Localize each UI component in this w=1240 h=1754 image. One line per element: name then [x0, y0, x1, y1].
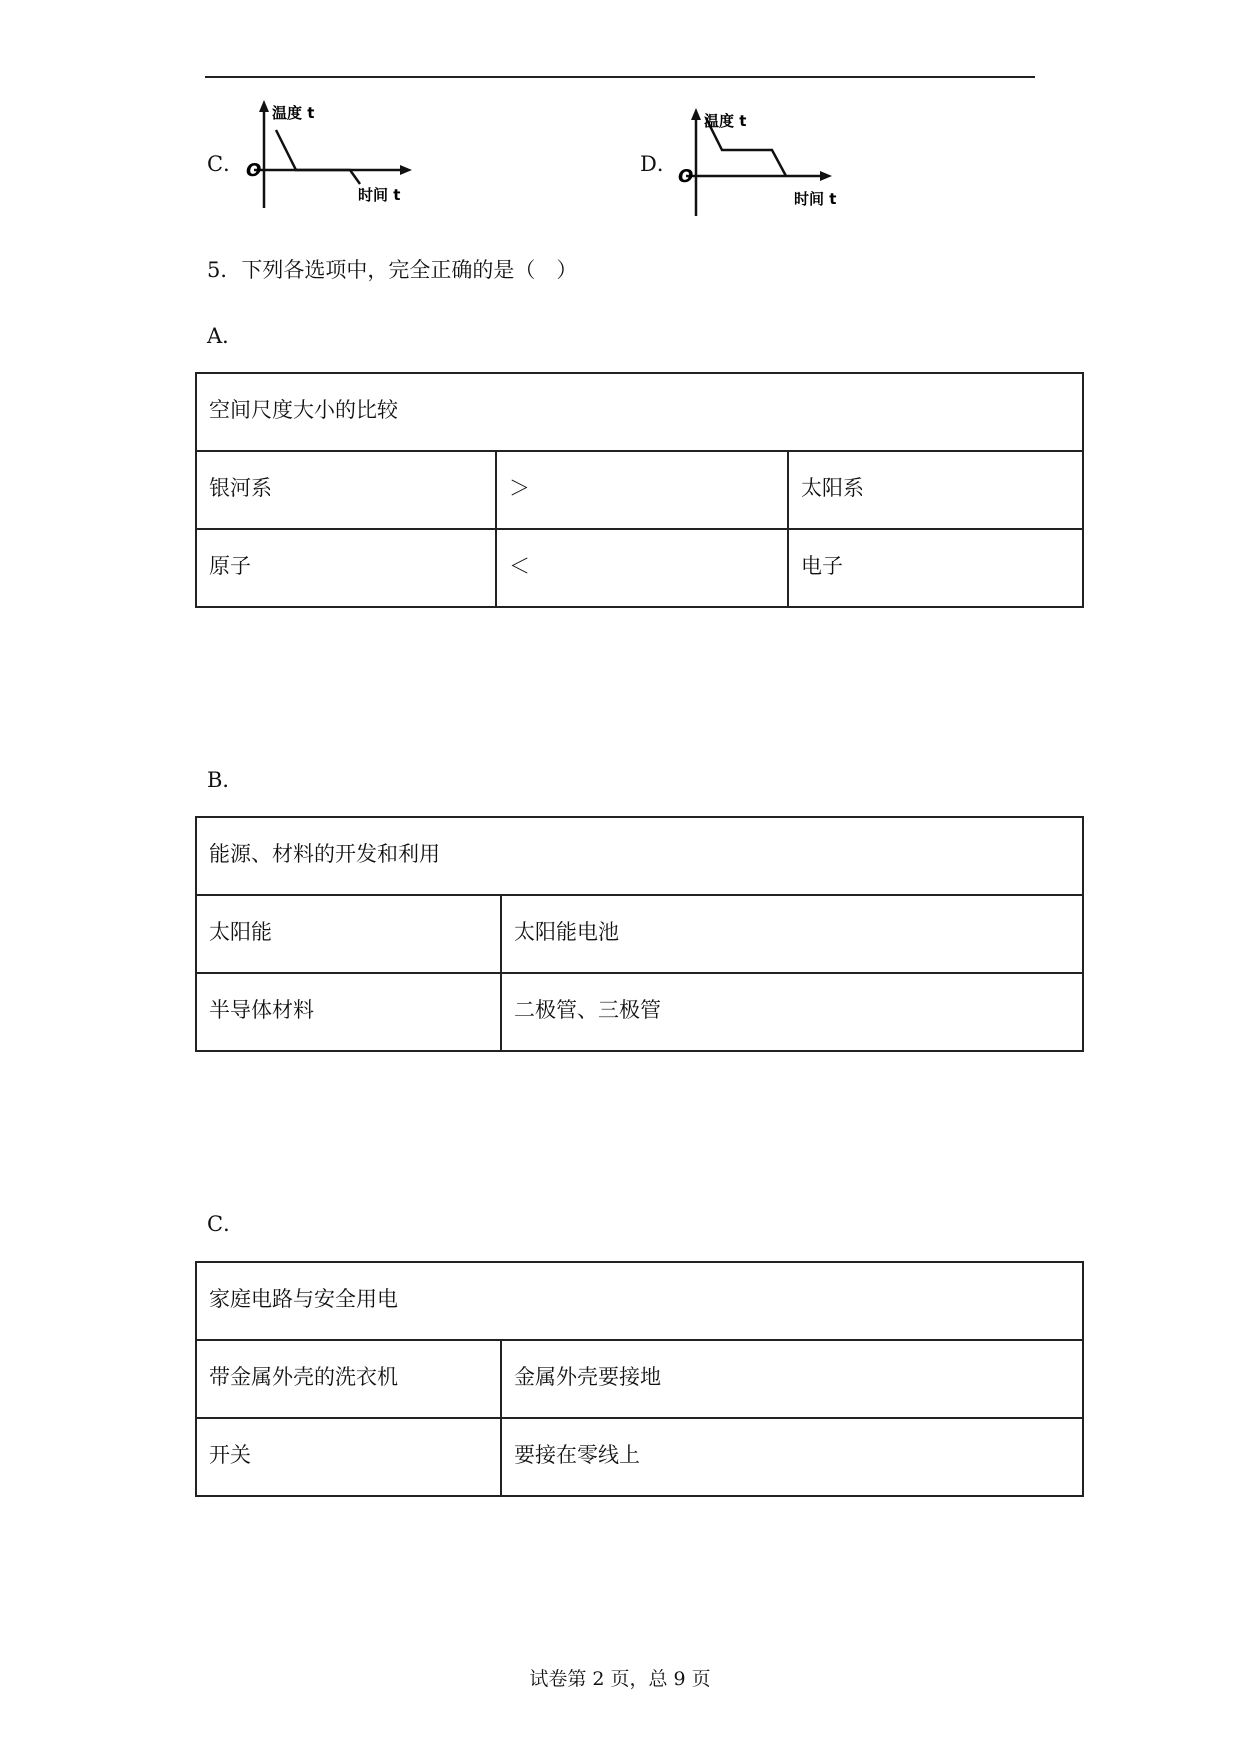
table-cell: 开关: [196, 1418, 501, 1496]
graph-c-y-arrow: [259, 100, 269, 112]
page-footer: 试卷第 2 页，总 9 页: [529, 1668, 711, 1690]
graph-d-origin: O: [678, 166, 694, 187]
graph-d-letter: D．: [640, 152, 678, 176]
table-cell: 二极管、三极管: [501, 973, 1083, 1051]
table-row: [196, 451, 1083, 529]
table-header-cell: 能源、材料的开发和利用: [196, 817, 1083, 895]
table-header-cell: 家庭电路与安全用电: [196, 1262, 1083, 1340]
table-cell: 银河系: [196, 451, 496, 529]
option-b-label: B．: [207, 768, 244, 792]
table-row: [196, 817, 1083, 895]
table-cell: ＜: [496, 529, 788, 607]
graph-d-x-arrow: [820, 171, 832, 181]
table-cell: 原子: [196, 529, 496, 607]
table-cell: 半导体材料: [196, 973, 501, 1051]
graph-d-y-label: 温度 t: [704, 112, 747, 130]
table-cell: 太阳系: [788, 451, 1083, 529]
graph-c-x-label: 时间 t: [358, 186, 401, 204]
graph-c: [240, 100, 430, 217]
option-c-label: C．: [207, 1212, 245, 1236]
table-cell: 金属外壳要接地: [501, 1340, 1083, 1418]
table-cell: 要接在零线上: [501, 1418, 1083, 1496]
question-5-text: 5．下列各选项中，完全正确的是（ ）: [207, 258, 578, 282]
graph-c-curve: [276, 130, 360, 184]
option-a-label: A．: [207, 324, 244, 348]
option-a-table: [195, 372, 1084, 608]
table-row: [196, 1262, 1083, 1340]
table-row: [196, 973, 1083, 1051]
table-cell: 带金属外壳的洗衣机: [196, 1340, 501, 1418]
graph-c-origin: O: [246, 160, 262, 181]
table-row: [196, 1418, 1083, 1496]
table-cell: 电子: [788, 529, 1083, 607]
table-cell: 太阳能: [196, 895, 501, 973]
option-b-table: [195, 816, 1084, 1052]
table-cell: ＞: [496, 451, 788, 529]
graph-c-letter: C．: [207, 152, 245, 176]
graph-c-x-arrow: [400, 165, 412, 175]
graph-c-y-label: 温度 t: [272, 104, 315, 122]
table-cell: 太阳能电池: [501, 895, 1083, 973]
graph-d-x-label: 时间 t: [794, 190, 837, 208]
table-row: [196, 1340, 1083, 1418]
option-c-table: [195, 1261, 1084, 1497]
table-row: [196, 895, 1083, 973]
graph-d: [674, 108, 864, 225]
graph-d-y-arrow: [691, 108, 701, 120]
table-row: [196, 529, 1083, 607]
header-rule: [205, 76, 1035, 78]
table-header-cell: 空间尺度大小的比较: [196, 373, 1083, 451]
table-row: [196, 373, 1083, 451]
